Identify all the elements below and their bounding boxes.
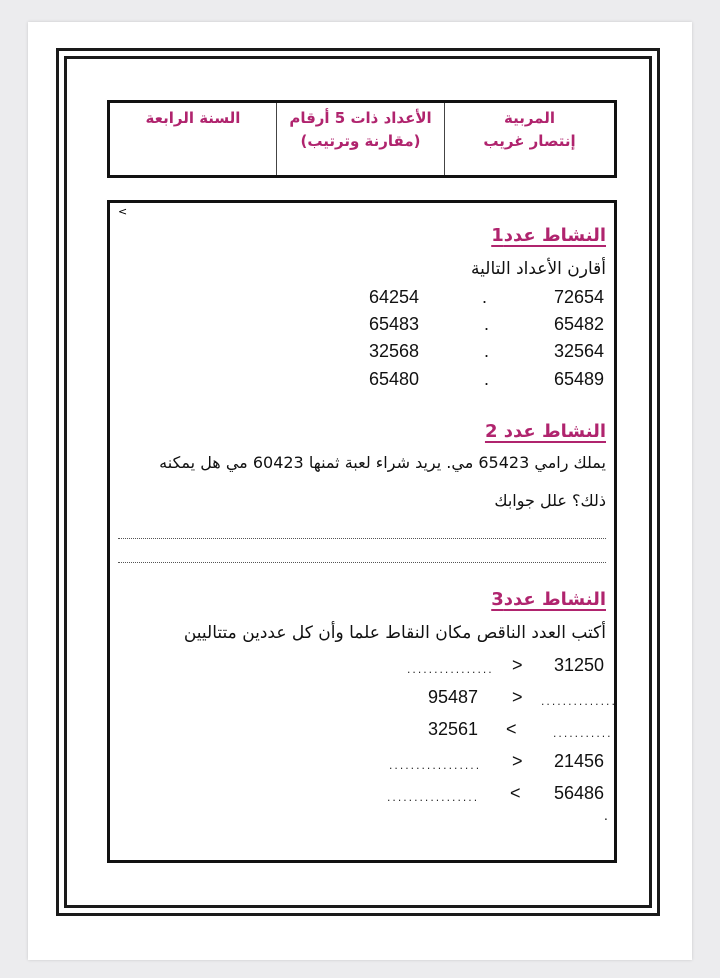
a1-row2-left: 65482 bbox=[553, 314, 604, 334]
header-teacher-cell bbox=[444, 103, 614, 175]
a1-row4-right: 65480 bbox=[369, 369, 420, 389]
grade-label: السنة الرابعة bbox=[145, 109, 241, 127]
a3-row3-blank: ........... bbox=[552, 730, 612, 740]
topic-line-2: (مقارنة وترتيب) bbox=[300, 132, 421, 150]
header-topic-cell bbox=[276, 103, 444, 175]
a1-row2-blank: . bbox=[484, 314, 490, 334]
a3-row2-blank: .............. bbox=[540, 698, 616, 708]
a3-row1-blank: ................ bbox=[406, 666, 493, 676]
a3-row5-sign: < bbox=[510, 783, 521, 803]
exercise-box bbox=[107, 200, 617, 863]
a3-row2-second: 95487 bbox=[428, 687, 479, 707]
a3-row1-first: 31250 bbox=[553, 655, 604, 675]
a3-row4-blank: ................. bbox=[388, 762, 481, 772]
a3-row5-blank: ................. bbox=[386, 794, 479, 804]
activity1-instruction: أقارن الأعداد التالية bbox=[471, 259, 606, 279]
activity3-instruction: أكتب العدد الناقص مكان النقاط علما وأن كل عددين متتاليين bbox=[183, 623, 606, 643]
header-table bbox=[107, 100, 617, 178]
activity2-title: النشاط عدد 2 bbox=[484, 421, 606, 442]
a3-row5-first: 56486 bbox=[553, 783, 604, 803]
activity2-text-line2: ذلك؟ علل جوابك bbox=[494, 491, 606, 510]
a3-row2-sign: > bbox=[512, 687, 523, 707]
a1-row2-right: 65483 bbox=[369, 314, 420, 334]
a1-row3-blank: . bbox=[484, 341, 490, 361]
a1-row1-left: 72654 bbox=[553, 287, 604, 307]
activity1-title: النشاط عدد1 bbox=[491, 225, 606, 246]
a3-row4-first: 21456 bbox=[553, 751, 604, 771]
a1-row3-left: 32564 bbox=[553, 341, 604, 361]
answer-line-1 bbox=[118, 538, 606, 539]
activity3-title: النشاط عدد3 bbox=[491, 589, 606, 610]
header-grade-cell bbox=[110, 103, 276, 175]
a1-row4-blank: . bbox=[484, 369, 490, 389]
a3-row3-second: 32561 bbox=[428, 719, 479, 739]
a1-row4-left: 65489 bbox=[553, 369, 604, 389]
end-mark: . bbox=[604, 809, 608, 823]
a3-row1-sign: > bbox=[512, 655, 523, 675]
activity2-text-line1: يملك رامي 65423 مي. يريد شراء لعبة ثمنها 60423 مي هل يمكنه bbox=[159, 453, 606, 472]
a3-row4-sign: > bbox=[512, 751, 523, 771]
a1-row1-blank: . bbox=[482, 287, 488, 307]
a3-row3-sign: < bbox=[506, 719, 517, 739]
teacher-name: إنتصار غريب bbox=[483, 132, 576, 150]
a1-row1-right: 64254 bbox=[369, 287, 420, 307]
a1-row3-right: 32568 bbox=[369, 341, 420, 361]
teacher-label: المربية bbox=[503, 109, 555, 127]
answer-line-2 bbox=[118, 562, 606, 563]
corner-mark: < bbox=[118, 205, 128, 218]
topic-line-1: الأعداد ذات 5 أرقام bbox=[289, 109, 432, 127]
